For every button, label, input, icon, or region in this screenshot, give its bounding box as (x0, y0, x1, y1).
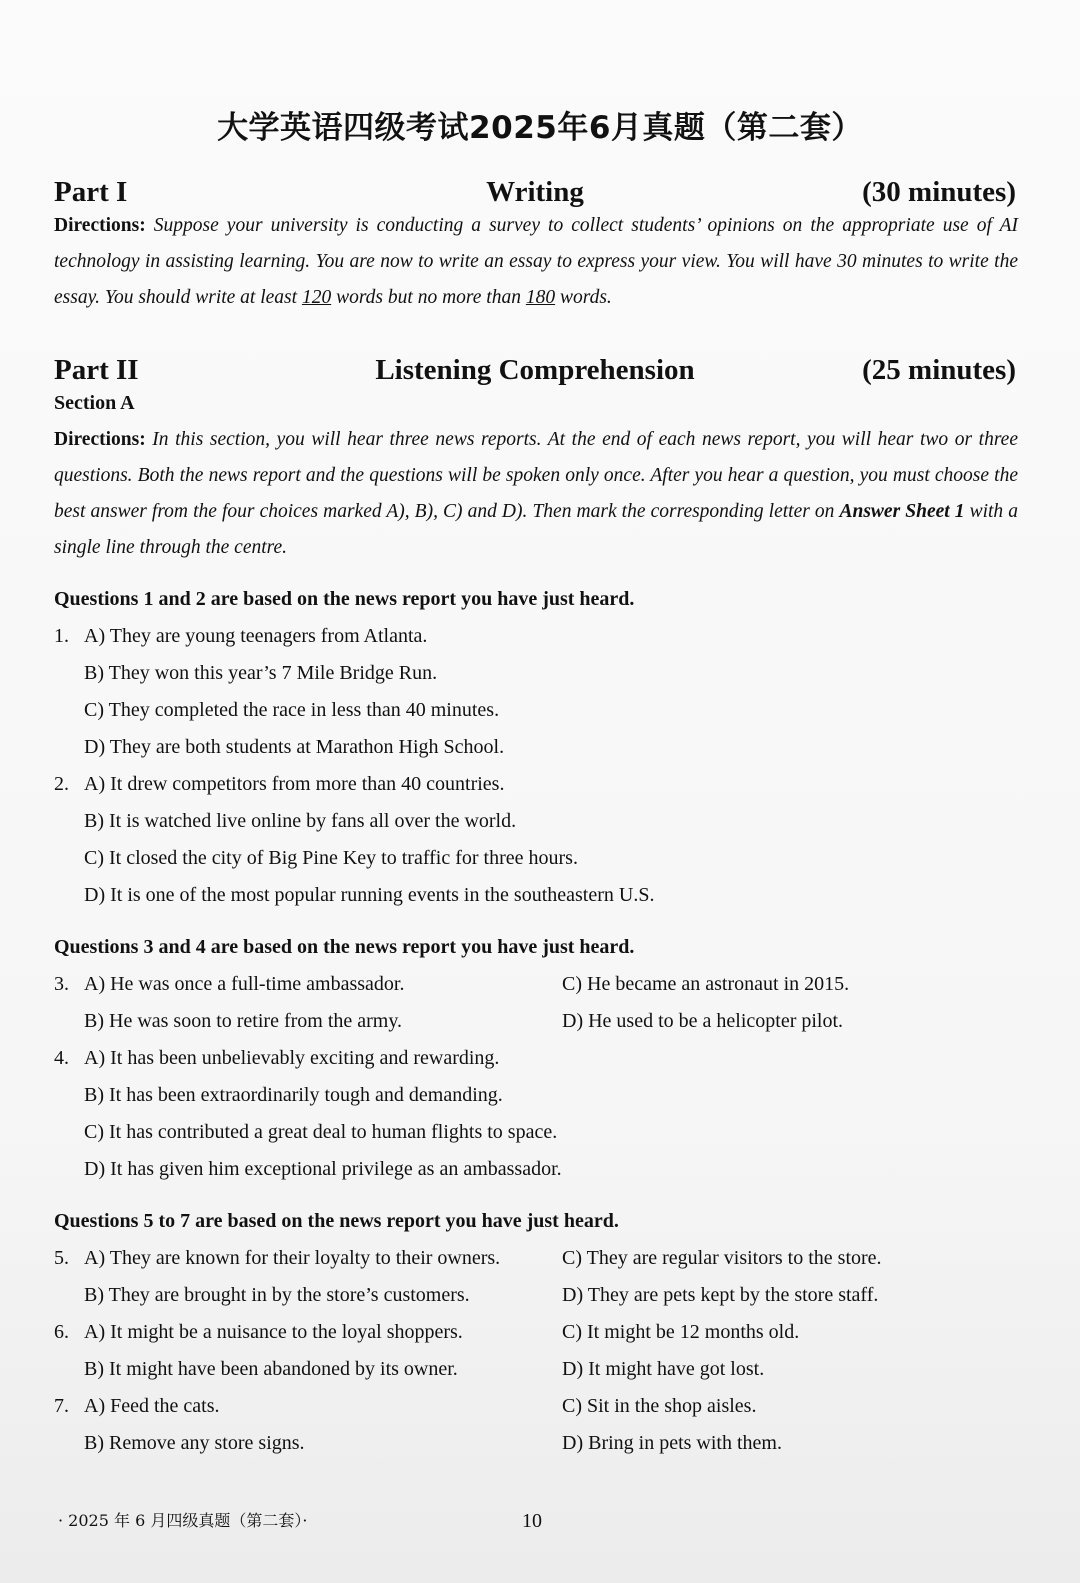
answer-option: A) It drew competitors from more than 40 countries. (84, 773, 505, 795)
part2-name: Listening Comprehension (375, 354, 695, 386)
max-words: 180 (525, 287, 556, 308)
question-number: 4. (54, 1047, 69, 1069)
question-number: 6. (54, 1321, 69, 1343)
directions-text: words but no more than (331, 287, 526, 308)
answer-option: C) They are regular visitors to the store. (562, 1247, 882, 1269)
question-number: 1. (54, 625, 69, 647)
answer-option: C) Sit in the shop aisles. (562, 1395, 757, 1417)
answer-option: A) It might be a nuisance to the loyal shoppers. (84, 1321, 463, 1343)
answer-option: A) It has been unbelievably exciting and rewarding. (84, 1047, 500, 1069)
answer-option: A) They are young teenagers from Atlanta. (84, 625, 428, 647)
part1-directions (54, 208, 1018, 316)
answer-option: C) They completed the race in less than 40 minutes. (84, 699, 500, 721)
answer-option: C) It closed the city of Big Pine Key to traffic for three hours. (84, 847, 578, 869)
part2-header (54, 354, 1016, 394)
answer-option: B) It might have been abandoned by its owner. (84, 1358, 458, 1380)
question-number: 3. (54, 973, 69, 995)
question-group-heading: Questions 1 and 2 are based on the news report you have just heard. (54, 588, 635, 610)
answer-option: D) It is one of the most popular running events in the southeastern U.S. (84, 884, 655, 906)
page-footer: · 2025 年 6 月四级真题（第二套）· (58, 1511, 308, 1530)
answer-option: B) It is watched live online by fans all over the world. (84, 810, 517, 832)
answer-option: C) He became an astronaut in 2015. (562, 973, 850, 995)
directions-text: In this section, you will hear three news reports. At the end of each news report, you will hear two or three questions. Both the news report and the questions will be spoken only once. After you hear a question, you must choose the best answer from the four choices marked A), B), C) and D). Then mark the corresponding letter on (54, 429, 1018, 522)
answer-option: A) They are known for their loyalty to their owners. (84, 1247, 501, 1269)
answer-sheet-label: Answer Sheet 1 (839, 501, 965, 522)
directions-label: Directions: (54, 429, 146, 450)
answer-option: D) He used to be a helicopter pilot. (562, 1010, 844, 1032)
directions-text: words. (555, 287, 612, 308)
directions-text: Suppose your university is conducting a survey to collect students’ opinions on the appropriate use of AI technology in assisting learning. You are now to write an essay to express your view. You will have 30 minutes to write the essay. You should write at least (54, 215, 1018, 308)
answer-option: C) It has contributed a great deal to human flights to space. (84, 1121, 558, 1143)
section-heading: Section A (54, 392, 135, 414)
part2-time: (25 minutes) (862, 354, 1016, 386)
part1-label: Part I (54, 176, 128, 208)
part2-directions (54, 422, 1018, 566)
page-title: 大学英语四级考试2025年6月真题（第二套） (217, 110, 863, 146)
answer-option: B) They are brought in by the store’s customers. (84, 1284, 470, 1306)
answer-option: D) It might have got lost. (562, 1358, 765, 1380)
answer-option: A) Feed the cats. (84, 1395, 220, 1417)
answer-option: D) They are both students at Marathon High School. (84, 736, 505, 758)
directions-text: with a single line through the centre. (54, 501, 1018, 558)
question-group-heading: Questions 5 to 7 are based on the news report you have just heard. (54, 1210, 619, 1232)
question-number: 7. (54, 1395, 69, 1417)
min-words: 120 (301, 287, 332, 308)
page-number: 10 (522, 1510, 542, 1532)
answer-option: A) He was once a full-time ambassador. (84, 973, 405, 995)
answer-option: C) It might be 12 months old. (562, 1321, 800, 1343)
answer-option: B) They won this year’s 7 Mile Bridge Run. (84, 662, 438, 684)
answer-option: B) He was soon to retire from the army. (84, 1010, 403, 1032)
answer-option: D) Bring in pets with them. (562, 1432, 782, 1454)
part1-time: (30 minutes) (862, 176, 1016, 208)
question-number: 5. (54, 1247, 69, 1269)
part2-label: Part II (54, 354, 139, 386)
directions-label: Directions: (54, 215, 146, 236)
answer-option: B) Remove any store signs. (84, 1432, 305, 1454)
answer-option: D) It has given him exceptional privilege as an ambassador. (84, 1158, 562, 1180)
question-number: 2. (54, 773, 69, 795)
answer-option: D) They are pets kept by the store staff. (562, 1284, 879, 1306)
question-group-heading: Questions 3 and 4 are based on the news report you have just heard. (54, 936, 635, 958)
part1-name: Writing (486, 176, 584, 208)
answer-option: B) It has been extraordinarily tough and demanding. (84, 1084, 503, 1106)
